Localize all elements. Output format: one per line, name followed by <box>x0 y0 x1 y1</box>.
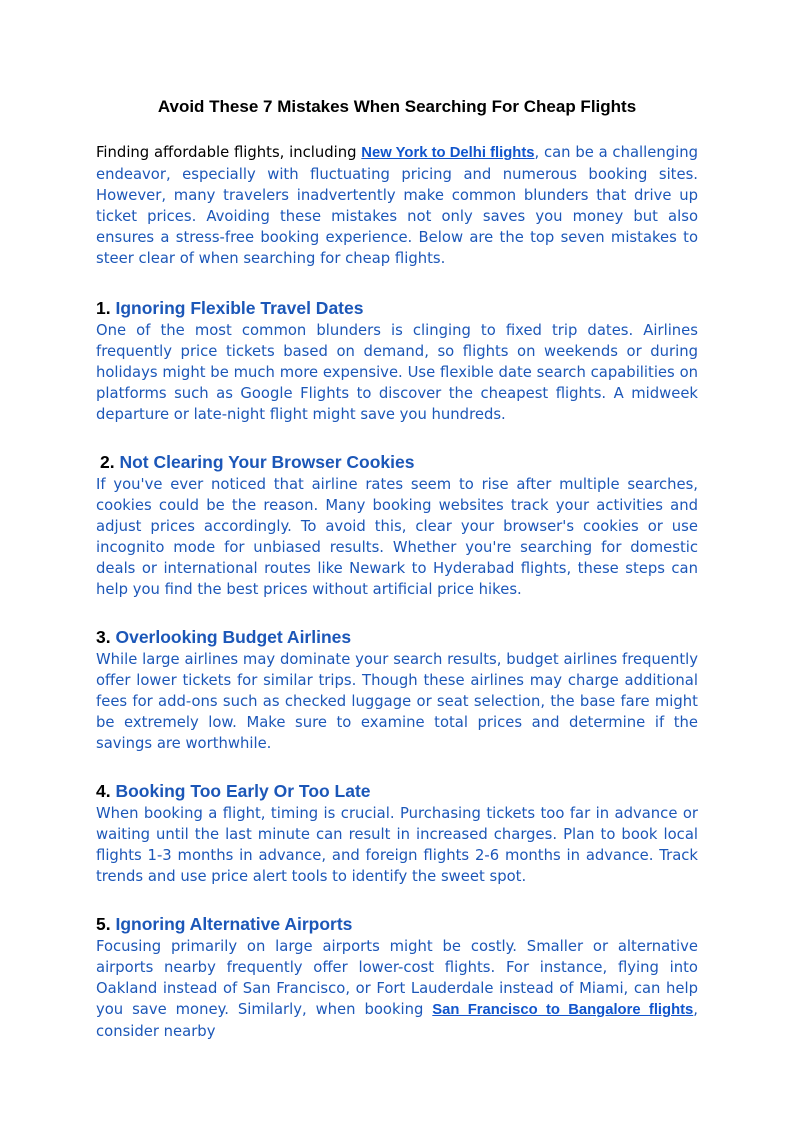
section-title: Booking Too Early Or Too Late <box>115 781 371 801</box>
section-heading <box>96 451 698 474</box>
section-body-rest: , consider nearby <box>96 1001 698 1040</box>
section-1 <box>96 297 698 425</box>
section-2 <box>96 451 698 600</box>
section-title: Ignoring Flexible Travel Dates <box>115 298 364 318</box>
section-heading <box>96 297 698 320</box>
section-body: One of the most common blunders is clinging to fixed trip dates. Airlines frequently price tickets based on demand, so flights on weekends or during holidays might be much more expensive. Use flexible date search capabilities on platforms such as Google Flights to discover the cheapest flights. A midweek departure or late-night flight might save you hundreds. <box>96 322 698 423</box>
section-body: When booking a flight, timing is crucial. Purchasing tickets too far in advance or waiting until the last minute can result in increased charges. Plan to book local flights 1-3 months in advance, and foreign flights 2-6 months in advance. Track trends and use price alert tools to identify the sweet spot. <box>96 805 698 885</box>
intro-lead: Finding affordable flights, including <box>96 144 362 161</box>
section-heading <box>96 913 698 936</box>
section-title: Ignoring Alternative Airports <box>115 914 353 934</box>
san-francisco-bangalore-flights-link[interactable]: San Francisco to Bangalore flights <box>432 1002 694 1018</box>
section-body: While large airlines may dominate your search results, budget airlines frequently offer lower tickets for similar trips. Though these airlines may charge additional fees for add-ons such as checked luggage or seat selection, the base fare might be extremely low. Make sure to examine total prices and determine if the savings are worthwhile. <box>96 651 698 752</box>
document-title: Avoid These 7 Mistakes When Searching For Cheap Flights <box>157 97 637 116</box>
document-page <box>96 96 698 1042</box>
section-body <box>96 936 698 1042</box>
section-number: 4. <box>96 781 111 801</box>
section-number: 5. <box>96 914 111 934</box>
section-body: If you've ever noticed that airline rates seem to rise after multiple searches, cookies could be the reason. Many booking websites track your activities and adjust prices accordingly. To avoid this, clear your browser's cookies or use incognito mode for unbiased results. Whether you're searching for domestic deals or international routes like Newark to Hyderabad flights, these steps can help you find the best prices without artificial price hikes. <box>96 476 698 598</box>
section-5 <box>96 913 698 1042</box>
section-body-lead: Focusing primarily on large airports might be costly. Smaller or alternative airports nearby frequently offer lower-cost flights. For instance, flying into Oakland instead of San Francisco, or Fort Lauderdale instead of Miami, can help you save money. Similarly, when booking <box>96 938 698 1018</box>
section-heading <box>96 780 698 803</box>
section-number: 2. <box>100 452 115 472</box>
intro-rest: , can be a challenging endeavor, especially with fluctuating pricing and numerous booking sites. However, many travelers inadvertently make common blunders that drive up ticket prices. Avoiding these mistakes not only saves you money but also ensures a stress-free booking experience. Below are the top seven mistakes to steer clear of when searching for cheap flights. <box>96 144 698 267</box>
section-number: 1. <box>96 298 111 318</box>
section-heading <box>96 626 698 649</box>
intro-paragraph <box>96 142 698 269</box>
section-title: Not Clearing Your Browser Cookies <box>119 452 415 472</box>
section-3 <box>96 626 698 754</box>
section-4 <box>96 780 698 887</box>
new-york-delhi-flights-link[interactable]: New York to Delhi flights <box>361 145 535 161</box>
section-title: Overlooking Budget Airlines <box>115 627 352 647</box>
section-number: 3. <box>96 627 111 647</box>
